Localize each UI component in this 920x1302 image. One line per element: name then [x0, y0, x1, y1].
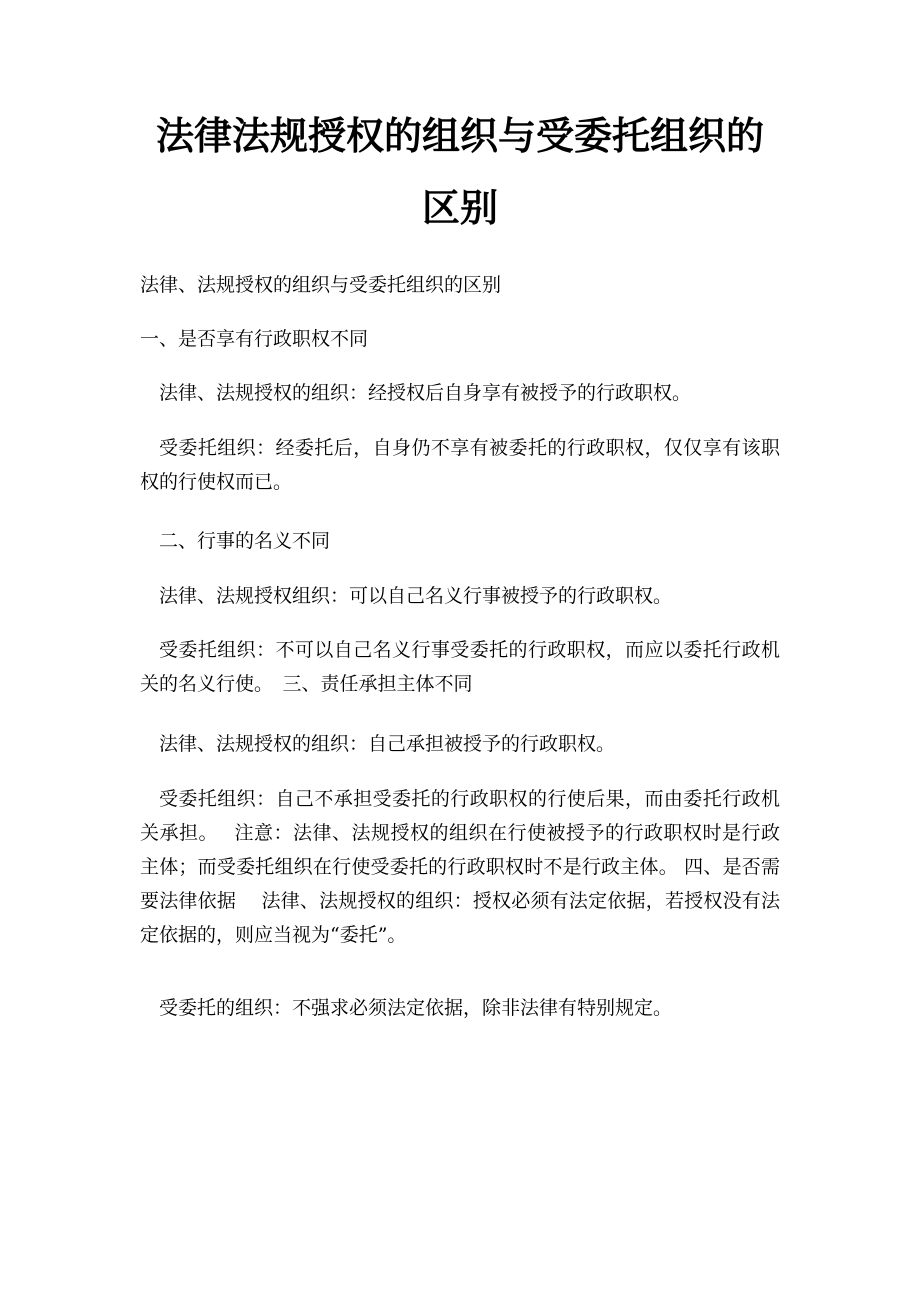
section-heading-1: 一、是否享有行政职权不同	[140, 328, 369, 350]
body-paragraph: 受委托的组织：不强求必须法定依据，除非法律有特别规定。	[159, 997, 673, 1019]
body-paragraph: 法律、法规授权的组织：经授权后自身享有被授予的行政职权。	[159, 382, 692, 404]
body-paragraph: 法律、法规授权组织：可以自己名义行事被授予的行政职权。	[159, 585, 673, 607]
document-title: 法律法规授权的组织与受委托组织的区别	[155, 113, 764, 230]
body-paragraph: 受委托组织：自己不承担受委托的行政职权的行使后果，而由委托行政机关承担。 注意：法律、法规授权的组织在行使被授予的行政职权时是行政主体；而受委托组织在行使受委托的行政职权时不是行政主体。 四、是否需要法律依据 法律、法规授权的组织：授权必须有法定依据，若授权没有法定依据的，则应当视为“委托”。	[140, 788, 780, 946]
section-heading-2: 二、行事的名义不同	[159, 530, 331, 552]
body-paragraph: 受委托组织：经委托后，自身仍不享有被委托的行政职权，仅仅享有该职权的行使权而已。	[140, 437, 780, 493]
body-paragraph: 法律、法规授权的组织：自己承担被授予的行政职权。	[159, 733, 616, 755]
subtitle-paragraph: 法律、法规授权的组织与受委托组织的区别	[140, 274, 502, 296]
body-paragraph: 受委托组织：不可以自己名义行事受委托的行政职权，而应以委托行政机关的名义行使。 三、责任承担主体不同	[140, 639, 780, 695]
